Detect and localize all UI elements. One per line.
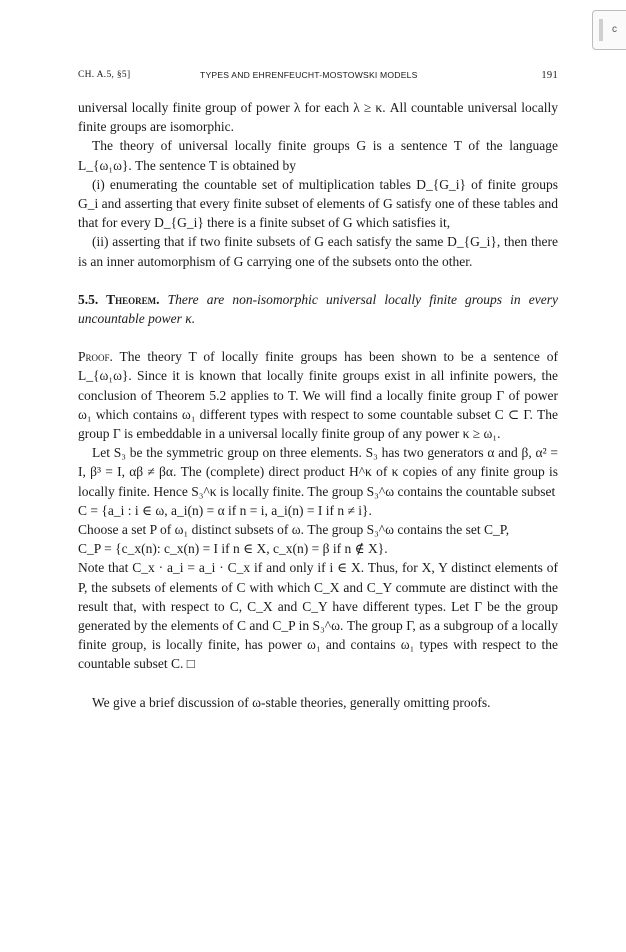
paragraph-6: Let S₃ be the symmetric group on three elements. S₃ has two generators α and β, α² = I, β³ = I, αβ ≠ βα. The (complete) direct product H^κ of κ copies of any finite group is locally finite. Hence S₃^κ is locally finite. The group S₃^ω contains the countable subset xyxy=(78,445,559,499)
paragraph-9: We give a brief discussion of ω-stable theories, generally omitting proofs. xyxy=(92,694,491,710)
paragraph-1: universal locally finite group of power λ for each λ ≥ κ. All countable universal locally finite groups are isomorphic. xyxy=(78,100,558,135)
equation-1: C = {a_i : i ∈ ω, a_i(n) = α if n = i, a_i(n) = I if n ≠ i}. xyxy=(78,502,372,518)
page-body xyxy=(78,98,558,712)
tab-bar-icon xyxy=(599,19,603,41)
chapter-ref: CH. A.5, §5] xyxy=(78,70,131,80)
running-title: TYPES AND EHRENFEUCHT-MOSTOWSKI MODELS xyxy=(200,70,418,80)
paragraph-7: Choose a set P of ω₁ distinct subsets of ω. The group S₃^ω contains the set C_P, xyxy=(78,522,510,538)
theorem xyxy=(78,290,558,328)
proof-label: Proof. xyxy=(78,349,113,365)
proof-text: The theory T of locally finite groups has been shown to be a sentence of L_{ω₁ω}. Since it is known that locally finite groups exist in all infinite powers, the conclusion of Theorem 5.2 applies to T. We will find a locally finite group Γ of power ω₁ which contains ω₁ different types with respect to some countable subset C ⊂ Γ. The group Γ is embeddable in a universal locally finite group of any power κ ≥ ω₁. xyxy=(78,349,558,442)
theorem-label: 5.5. Theorem. xyxy=(78,291,160,307)
paragraph-2: The theory of universal locally finite groups G is a sentence T of the language L_{ω₁ω}. The sentence T is obtained by xyxy=(78,138,558,173)
page-number: 191 xyxy=(541,70,558,81)
paragraph-8: Note that C_x · a_i = a_i · C_x if and only if i ∈ X. Thus, for X, Y distinct elements of P, the subsets of elements of C with which C_X and C_Y commute are distinct with the result that, with respect to C, C_X and C_Y have different types. Let Γ be the group generated by the elements of C and C_P in S₃^ω. The group Γ, as a subgroup of a locally finite group, is locally finite, has power ω₁ and contains ω₁ types with respect to the countable subset C. □ xyxy=(78,560,558,672)
paragraph-4: (ii) asserting that if two finite subsets of G each satisfy the same D_{G_i}, then there is an inner automorphism of G carrying one of the subsets onto the other. xyxy=(78,234,558,269)
paragraph-3: (i) enumerating the countable set of multiplication tables D_{G_i} of finite groups G_i and asserting that every finite subset of elements of G satisfy one of these tables and that for every D_{G_i} there is a finite subset of G which satisfies it, xyxy=(78,176,558,231)
theorem-text: There are non-isomorphic universal locally finite groups in every uncountable power κ. xyxy=(78,291,559,327)
spacer xyxy=(78,271,558,290)
running-header xyxy=(78,70,558,84)
spacer xyxy=(78,674,558,693)
spacer xyxy=(78,328,558,347)
equation-2: C_P = {c_x(n): c_x(n) = I if n ∈ X, c_x(n) = β if n ∉ X}. xyxy=(78,541,388,557)
proof xyxy=(78,347,558,443)
corner-tab[interactable] xyxy=(592,10,626,50)
tab-glyph: c xyxy=(612,24,617,35)
